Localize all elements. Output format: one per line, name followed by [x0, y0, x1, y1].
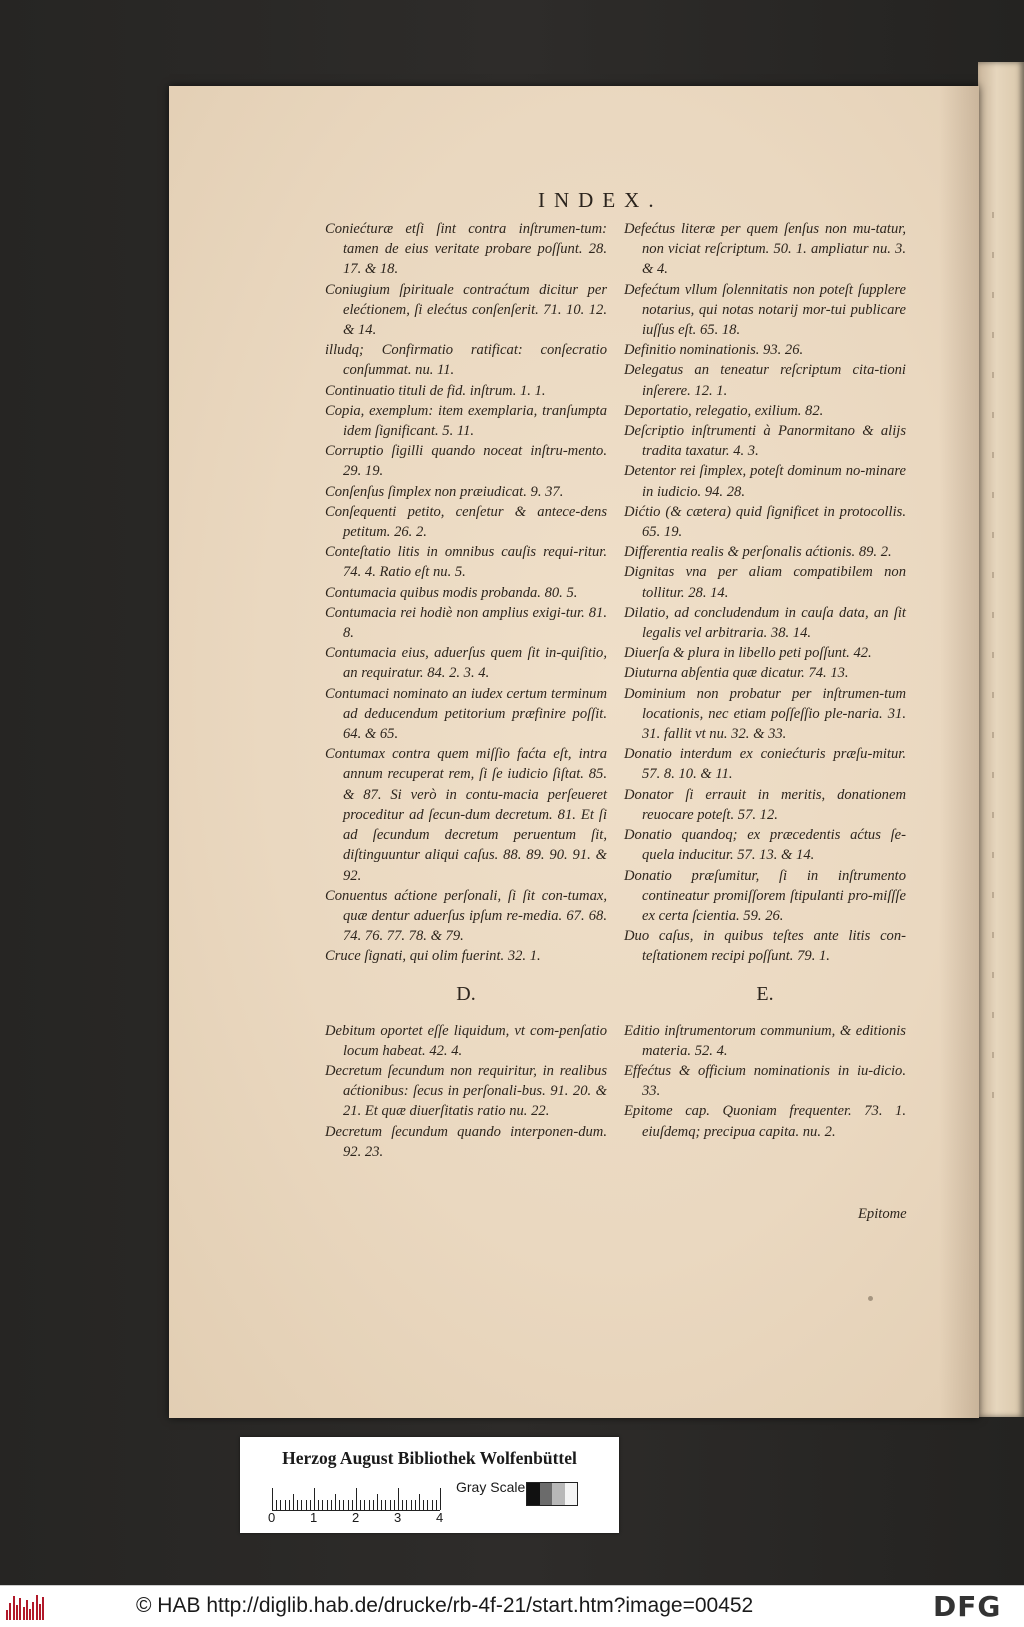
library-name: Herzog August Bibliothek Wolfenbüttel — [282, 1448, 577, 1468]
ruler-tick — [398, 1488, 399, 1510]
ruler-tick — [364, 1500, 365, 1510]
ruler-tick — [352, 1500, 353, 1510]
ruler-tick — [436, 1500, 437, 1510]
facing-page-edge — [978, 62, 1024, 1417]
ruler-tick — [285, 1500, 286, 1510]
ruler-tick — [335, 1494, 336, 1510]
index-entry: Effećtus & officium nominationis in iu-dicio. 33. — [624, 1062, 906, 1100]
ruler-number: 0 — [268, 1510, 276, 1525]
index-entry: illudq; Confirmatio ratificat: conſecratio conſummat. nu. 11. — [325, 342, 607, 379]
ruler-tick — [331, 1500, 332, 1510]
hab-logo-bar — [36, 1595, 38, 1620]
ruler-tick — [360, 1500, 361, 1510]
index-entry: Contumacia rei hodiè non amplius exigi-tur. 81. 8. — [325, 604, 607, 642]
ruler-tick — [394, 1500, 395, 1510]
index-entry: Donator ſi errauit in meritis, donationem reuocare poteſt. 57. 12. — [624, 786, 906, 823]
ruler-tick — [411, 1500, 412, 1510]
ruler-tick — [432, 1500, 433, 1510]
ruler-tick — [385, 1500, 386, 1510]
index-entry: Conuentus aćtione perſonali, ſi ſit con-tumax, quæ dentur aduerſus ipſum re-media. 67. 68. 74. 76. 77. 78. & 79. — [325, 887, 607, 945]
index-entry: Dominium non probatur per inſtrumen-tum locationis, nec etiam poſſeſſio ple-naria. 31. 31. fallit vt nu. 32. & 33. — [624, 685, 906, 743]
section-letter: E. — [756, 982, 774, 1005]
ruler-tick — [280, 1500, 281, 1510]
index-entry: Decretum ſecundum quando interponen-dum. 92. 23. — [325, 1123, 607, 1160]
index-entry: Delegatus an teneatur reſcriptum cita-tioni inſerere. 12. 1. — [624, 362, 906, 399]
index-entry: Coniećturæ etſi ſint contra inſtrumen-tum: tamen de eius veritate probare poſſunt. 28. 17. & 18. — [325, 221, 607, 278]
ruler-number: 4 — [436, 1510, 444, 1525]
ruler-tick — [318, 1500, 319, 1510]
hab-logo-bar — [39, 1604, 41, 1620]
gray-scale-swatches — [526, 1482, 578, 1506]
ruler-tick — [390, 1500, 391, 1510]
hab-logo-bar — [23, 1607, 25, 1620]
ruler-numbers — [268, 1510, 458, 1526]
index-entry: Conteſtatio litis in omnibus cauſis requi-ritur. 74. 4. Ratio eſt nu. 5. — [325, 544, 607, 581]
ruler-tick — [276, 1500, 277, 1510]
index-entry: Deſcriptio inſtrumenti à Panormitano & alijs tradita taxatur. 4. 3. — [624, 423, 906, 460]
index-entry: Contumaci nominato an iudex certum terminum ad deducendum petitorium præfinire poſſit. 64. & 65. — [325, 685, 607, 743]
index-entry: Dićtio (& cætera) quid ſignificet in protocollis. 65. 19. — [624, 503, 906, 541]
index-entry: Donatio interdum ex coniećturis præſu-mitur. 57. 8. 10. & 11. — [624, 746, 906, 783]
hab-logo-bar — [32, 1602, 34, 1620]
index-entry: Conſenſus ſimplex non præiudicat. 9. 37. — [325, 483, 564, 500]
hab-logo-icon — [6, 1594, 46, 1620]
ruler-tick — [402, 1500, 403, 1510]
footer-url-text[interactable]: © HAB http://diglib.hab.de/drucke/rb-4f-21/start.htm?image=00452 — [136, 1594, 754, 1617]
gray-swatch — [540, 1483, 553, 1505]
ruler-tick — [306, 1500, 307, 1510]
index-entry: Copia, exemplum: item exemplaria, tranſumpta idem ſignificant. 5. 11. — [325, 402, 607, 440]
index-entry: Decretum ſecundum non requiritur, in realibus aćtionibus: ſecus in perſonali-bus. 91. 20. & 21. Et quæ diuerſitatis ratio nu. 22. — [325, 1062, 607, 1120]
index-entry: Editio inſtrumentorum communium, & editionis materia. 52. 4. — [624, 1022, 906, 1059]
ruler-tick — [373, 1500, 374, 1510]
ruler-tick — [327, 1500, 328, 1510]
ruler-tick — [440, 1488, 441, 1510]
hab-logo-bar — [16, 1605, 18, 1620]
index-entry: Epitome cap. Quoniam frequenter. 73. 1. eiuſdemq; precipua capita. nu. 2. — [624, 1103, 906, 1140]
index-entry: Duo caſus, in quibus teſtes ante litis con-teſtationem recipi poſſunt. 79. 1. — [624, 928, 906, 965]
section-letter: D. — [456, 982, 476, 1005]
ruler-tick — [310, 1500, 311, 1510]
ruler-tick — [339, 1500, 340, 1510]
ruler-tick — [415, 1500, 416, 1510]
ruler-tick — [322, 1500, 323, 1510]
gray-swatch — [565, 1483, 578, 1505]
index-entry: Debitum oportet eſſe liquidum, vt com-penſatio locum habeat. 42. 4. — [325, 1022, 607, 1059]
ruler-tick — [381, 1500, 382, 1510]
index-entry: Deportatio, relegatio, exilium. 82. — [624, 402, 824, 419]
index-entry: Diuerſa & plura in libello peti poſſunt. 42. — [624, 645, 872, 662]
ruler-tick — [377, 1494, 378, 1510]
library-label-card — [240, 1437, 619, 1533]
ruler-tick — [348, 1500, 349, 1510]
index-entry: Defećtus literæ per quem ſenſus non mu-tatur, non viciat reſcriptum. 50. 1. ampliatur nu. 3. & 4. — [624, 221, 906, 278]
ruler-tick — [343, 1500, 344, 1510]
ruler-tick — [297, 1500, 298, 1510]
ruler-tick — [419, 1494, 420, 1510]
ruler-tick — [289, 1500, 290, 1510]
index-entry: Contumacia eius, aduerſus quem ſit in-quiſitio, an requiratur. 84. 2. 3. 4. — [325, 645, 607, 682]
ruler-tick — [406, 1500, 407, 1510]
hab-logo-bar — [29, 1609, 31, 1620]
ruler-number: 3 — [394, 1510, 402, 1525]
catchword: Epitome — [858, 1206, 907, 1222]
index-entry: Cruce ſignati, qui olim fuerint. 32. 1. — [325, 948, 541, 965]
ruler-scale — [272, 1484, 440, 1511]
running-head: INDEX. — [538, 188, 663, 212]
index-entry: Conſequenti petito, cenſetur & antece-dens petitum. 26. 2. — [325, 503, 607, 541]
hab-logo-bar — [42, 1597, 44, 1620]
index-entry: Corruptio ſigilli quando noceat inſtru-mento. 29. 19. — [325, 443, 607, 480]
index-entry: Dignitas vna per aliam compatibilem non tollitur. 28. 14. — [624, 564, 906, 601]
gray-swatch — [552, 1483, 565, 1505]
ruler-tick — [369, 1500, 370, 1510]
paper-spot — [868, 1296, 873, 1301]
ruler-tick — [427, 1500, 428, 1510]
index-entry: Differentia realis & perſonalis aćtionis. 89. 2. — [624, 544, 892, 561]
index-column-right — [624, 219, 906, 1142]
ruler-tick — [272, 1488, 273, 1510]
hab-logo-bar — [19, 1598, 21, 1620]
hab-logo-bar — [6, 1610, 8, 1620]
index-entry: Defećtum vllum ſolennitatis non poteſt ſupplere notarius, qui notas notarij mor-tui publicare iuſſus eſt. 65. 18. — [624, 281, 906, 339]
index-entry: Donatio præſumitur, ſi in inſtrumento contineatur promiſſorem ſtipulanti pro-miſſſe ex certa ſcientia. 59. 26. — [624, 867, 906, 924]
index-entry: Contumacia quibus modis probanda. 80. 5. — [325, 584, 578, 601]
index-entry: Diuturna abſentia quæ dicatur. 74. 13. — [624, 665, 849, 682]
index-column-left — [325, 219, 607, 1162]
dfg-logo: DFG — [933, 1590, 1002, 1623]
ruler-number: 2 — [352, 1510, 360, 1525]
index-entry: Coniugium ſpirituale contraćtum dicitur per elećtionem, ſi elećtus conſenſerit. 71. 10. 12. & 14. — [325, 281, 607, 339]
ruler-tick — [356, 1488, 357, 1510]
ruler-tick — [314, 1488, 315, 1510]
gray-scale-label: Gray Scale — [456, 1479, 526, 1495]
footer-bar — [0, 1585, 1024, 1627]
ruler-number: 1 — [310, 1510, 318, 1525]
index-entry: Donatio quandoq; ex præcedentis aćtus ſe-quela inducitur. 57. 13. & 14. — [624, 827, 906, 864]
index-entry: Contumax contra quem miſſio faćta eſt, intra annum recuperat rem, ſi ſe iudicio ſiſtat. 85. & 87. Si verò in contu-macia perſeueret proceditur ad ſecun-dum decretum. 81. Et ſi ad ſecundum decretum peruentum ſit, diſtinguuntur aliqui caſus. 88. 89. 90. 91. & 92. — [325, 746, 607, 884]
ruler-tick — [293, 1494, 294, 1510]
ruler-tick — [301, 1500, 302, 1510]
index-entry: Continuatio tituli de fid. inſtrum. 1. 1. — [325, 382, 546, 399]
index-entry: Dilatio, ad concludendum in cauſa data, an ſit legalis vel arbitraria. 38. 14. — [624, 604, 906, 642]
hab-logo-bar — [26, 1600, 28, 1620]
hab-logo-bar — [13, 1596, 15, 1620]
ruler-tick — [423, 1500, 424, 1510]
index-entry: Definitio nominationis. 93. 26. — [624, 342, 804, 359]
hab-logo-bar — [9, 1603, 11, 1620]
gray-swatch — [527, 1483, 540, 1505]
index-entry: Detentor rei ſimplex, poteſt dominum no-minare in iudicio. 94. 28. — [624, 463, 906, 500]
